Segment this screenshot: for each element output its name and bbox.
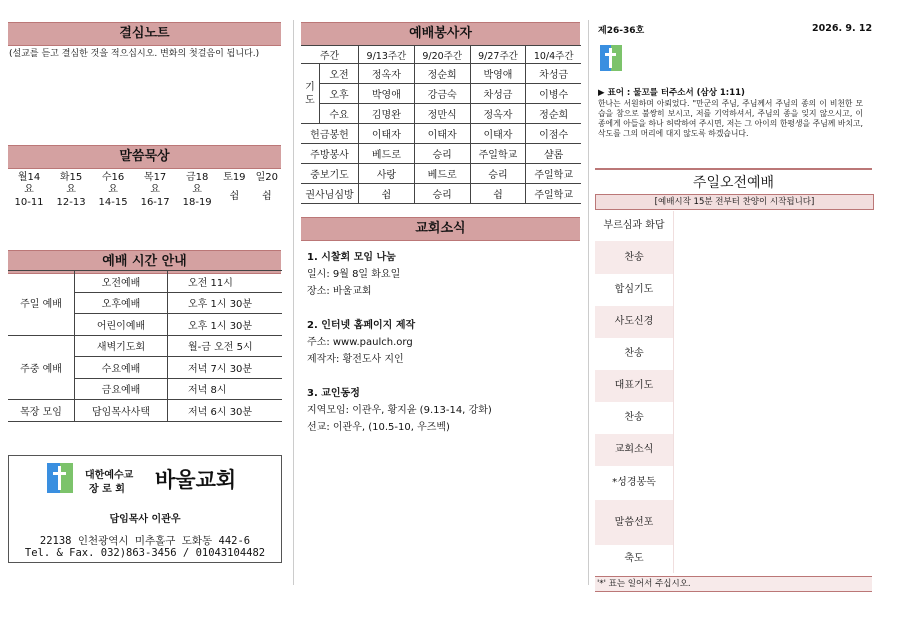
prayer-slot: 수요 [320, 104, 359, 124]
order-item [595, 545, 872, 573]
cross-logo-icon [47, 463, 73, 493]
order-item-label: 교회소식 [595, 434, 673, 466]
worship-name: 오전예배 [75, 271, 168, 293]
worship-group: 주일 예배 [8, 271, 75, 336]
issue-number: 제26-36호 [598, 26, 645, 36]
order-item-detail [673, 434, 873, 466]
servers-header-cell: 9/13주간 [359, 46, 415, 64]
news-item-title: 1. 시찰회 모임 나눔 [307, 252, 396, 263]
server-name: 승리 [414, 184, 470, 204]
order-item-detail [673, 370, 873, 402]
news-item-title: 2. 인터넷 홈페이지 제작 [307, 320, 416, 331]
order-item [595, 338, 872, 370]
meditation-reading: 요 18-19 [182, 184, 212, 208]
server-name: 정순희 [414, 64, 470, 84]
order-item-label: 찬송 [624, 348, 644, 359]
servers-row [301, 164, 581, 184]
order-item-detail [673, 211, 873, 241]
denomination-line2: 장 로 회 [89, 484, 125, 495]
server-name: 이태자 [359, 124, 415, 144]
worship-times-title: 예배 시간 안내 [8, 250, 281, 274]
server-name: 이태자 [470, 124, 526, 144]
server-name: 박영애 [470, 64, 526, 84]
news-item-line: 장소: 바울교회 [307, 286, 372, 297]
servers-title: 예배봉사자 [301, 22, 580, 46]
worship-time: 오후 1시 30분 [168, 314, 283, 336]
meditation-day: 일20 [255, 172, 278, 183]
order-item-label: 찬송 [595, 241, 673, 274]
server-name: 박영애 [359, 84, 415, 104]
servers-row-label: 헌금봉헌 [301, 124, 359, 144]
servers-prayer-row [301, 104, 581, 124]
order-item [595, 500, 872, 545]
order-item [595, 306, 872, 338]
server-name: 주일학교 [526, 184, 581, 204]
worship-name: 수요예배 [75, 357, 168, 379]
news-item-line: 선교: 이관우, (10.5-10, 우즈벡) [307, 422, 450, 433]
church-logo-icon [600, 45, 622, 71]
meditation-reading: 요 12-13 [56, 184, 86, 208]
meditation-reading: 요 14-15 [98, 184, 128, 208]
meditation-day: 월14 [17, 172, 41, 183]
worship-time-row [8, 335, 282, 357]
worship-time-row [8, 271, 282, 293]
prayer-slot: 오전 [320, 64, 359, 84]
service-title: 주일오전예배 [595, 168, 872, 196]
server-name: 김명완 [359, 104, 415, 124]
news-item-title: 3. 교인동정 [307, 388, 360, 399]
server-name: 쉼 [359, 184, 415, 204]
church-address: 22138 인천광역시 미추홀구 도화동 442-6 [39, 535, 251, 547]
servers-row [301, 124, 581, 144]
order-item [595, 466, 872, 500]
order-item-detail [673, 545, 873, 573]
servers-header-cell: 주간 [301, 46, 359, 64]
worship-group: 목장 모임 [8, 400, 75, 422]
server-name: 차성금 [526, 64, 581, 84]
worship-time-row [8, 400, 282, 422]
order-item-label: 부르심과 화답 [603, 220, 665, 231]
church-contact: Tel. & Fax. 032)863-3456 / 01043104482 [24, 547, 266, 559]
server-name: 이점수 [526, 124, 581, 144]
order-item [595, 274, 872, 306]
meditation-reading: 요 10-11 [14, 184, 44, 208]
server-name: 승리 [414, 144, 470, 164]
server-name: 쉼 [470, 184, 526, 204]
server-name: 이병수 [526, 84, 581, 104]
servers-header-cell: 9/27주간 [470, 46, 526, 64]
meditation-day: 화15 [59, 172, 83, 183]
worship-time: 저녁 6시 30분 [168, 400, 283, 422]
column-divider [293, 20, 294, 585]
news-title: 교회소식 [301, 217, 580, 241]
meditation-title: 말씀묵상 [8, 145, 281, 169]
worship-times-table [8, 270, 282, 422]
order-item-detail [673, 500, 873, 545]
gyeolsim-note: (설교를 듣고 결심한 것을 적으십시오. 변화의 첫걸음이 됩니다.) [9, 49, 260, 59]
meditation-day: 목17 [143, 172, 167, 183]
meditation-reading: 요 16-17 [140, 184, 170, 208]
prayer-slot: 오후 [320, 84, 359, 104]
servers-row-label: 주방봉사 [301, 144, 359, 164]
servers-prayer-row [301, 84, 581, 104]
news-item [307, 317, 587, 368]
meditation-reading: 쉼 [261, 190, 272, 202]
order-item [595, 211, 872, 241]
order-footnote: '*' 표는 일어서 주십시오. [595, 576, 872, 592]
order-item [595, 370, 872, 402]
news-item [307, 385, 587, 436]
worship-time: 오후 1시 30분 [168, 292, 283, 314]
order-item-detail [673, 274, 873, 306]
worship-time: 저녁 8시 [168, 378, 283, 400]
server-name: 주일학교 [526, 164, 581, 184]
server-name: 정옥자 [470, 104, 526, 124]
meditation-day: 토19 [223, 172, 246, 183]
worship-time: 저녁 7시 30분 [168, 357, 283, 379]
order-item-detail [673, 241, 873, 274]
server-name: 베드로 [414, 164, 470, 184]
worship-group: 주중 예배 [8, 335, 75, 400]
server-name: 사랑 [359, 164, 415, 184]
order-item-label: 사도신경 [595, 306, 673, 338]
server-name: 이태자 [414, 124, 470, 144]
denomination-line1: 대한예수교 [85, 470, 134, 481]
bulletin-date: 2026. 9. 12 [812, 23, 873, 34]
worship-time: 월-금 오전 5시 [168, 335, 283, 357]
meditation-day: 수16 [101, 172, 125, 183]
news-item-line: 제작자: 황전도사 지인 [307, 354, 404, 365]
server-name: 샬롬 [526, 144, 581, 164]
server-name: 정순희 [526, 104, 581, 124]
servers-header-row [301, 46, 581, 64]
worship-time: 오전 11시 [168, 271, 283, 293]
servers-header-cell: 9/20주간 [414, 46, 470, 64]
order-item [595, 241, 872, 274]
servers-row [301, 184, 581, 204]
servers-row [301, 144, 581, 164]
servers-prayer-row [301, 64, 581, 84]
church-name: 바울교회 [155, 468, 237, 492]
meditation-day: 금18 [185, 172, 209, 183]
order-item-label: 합심기도 [614, 284, 654, 295]
gyeolsim-title: 결심노트 [8, 22, 281, 46]
server-name: 정옥자 [359, 64, 415, 84]
order-item [595, 434, 872, 466]
worship-name: 새벽기도회 [75, 335, 168, 357]
servers-table [301, 45, 581, 204]
meditation-reading: 쉼 [229, 190, 240, 202]
column-divider [588, 20, 589, 585]
order-of-worship [595, 211, 872, 573]
servers-row-label: 중보기도 [301, 164, 359, 184]
worship-name: 담임목사사택 [75, 400, 168, 422]
server-name: 정만식 [414, 104, 470, 124]
order-item-label: 말씀선포 [595, 500, 673, 545]
news-list [307, 249, 587, 436]
order-item-detail [673, 402, 873, 434]
server-name: 주일학교 [470, 144, 526, 164]
worship-name: 어린이예배 [75, 314, 168, 336]
servers-header-cell: 10/4주간 [526, 46, 581, 64]
order-item-detail [673, 338, 873, 370]
meditation-days [8, 168, 283, 209]
motto-title: ▶ 표어 : 물꼬를 터주소서 (삼상 1:11) [598, 88, 745, 98]
order-item-label: *성경봉독 [612, 477, 656, 488]
order-item-detail [673, 306, 873, 338]
news-item [307, 249, 587, 300]
server-name: 승리 [470, 164, 526, 184]
worship-name: 금요예배 [75, 378, 168, 400]
order-item [595, 402, 872, 434]
order-item-label: 찬송 [624, 412, 644, 423]
news-item-line: 주소: www.paulch.org [307, 337, 413, 348]
servers-row-label: 권사님심방 [301, 184, 359, 204]
order-item-detail [673, 466, 873, 500]
order-item-label: 축도 [624, 553, 644, 564]
prayer-label: 기 도 [301, 64, 320, 124]
worship-name: 오후예배 [75, 292, 168, 314]
server-name: 강금숙 [414, 84, 470, 104]
news-item-line: 일시: 9월 8일 화요일 [307, 269, 401, 280]
church-info-box [8, 455, 282, 563]
service-note: [예배시작 15분 전부터 찬양이 시작됩니다] [595, 194, 874, 210]
news-item-line: 지역모임: 이관우, 황지윤 (9.13-14, 강화) [307, 405, 492, 416]
server-name: 차성금 [470, 84, 526, 104]
pastor-name: 담임목사 이관우 [109, 514, 181, 525]
server-name: 베드로 [359, 144, 415, 164]
motto-text: 한나는 서원하며 아뢰었다. "만군의 주님, 주님께서 주님의 종의 이 비천한 모습을 참으로 불쌍히 보시고, 저를 기억하셔서, 주님의 종을 잊지 않으시고, 이 종에게 아들을 하나 허락하여 주시면, 저는 그 아이의 한평생을 주님께 바치고, 삭도를 그의 머리에 대지 않도록 하겠습니다. [598, 99, 863, 138]
order-item-label: 대표기도 [595, 370, 673, 402]
